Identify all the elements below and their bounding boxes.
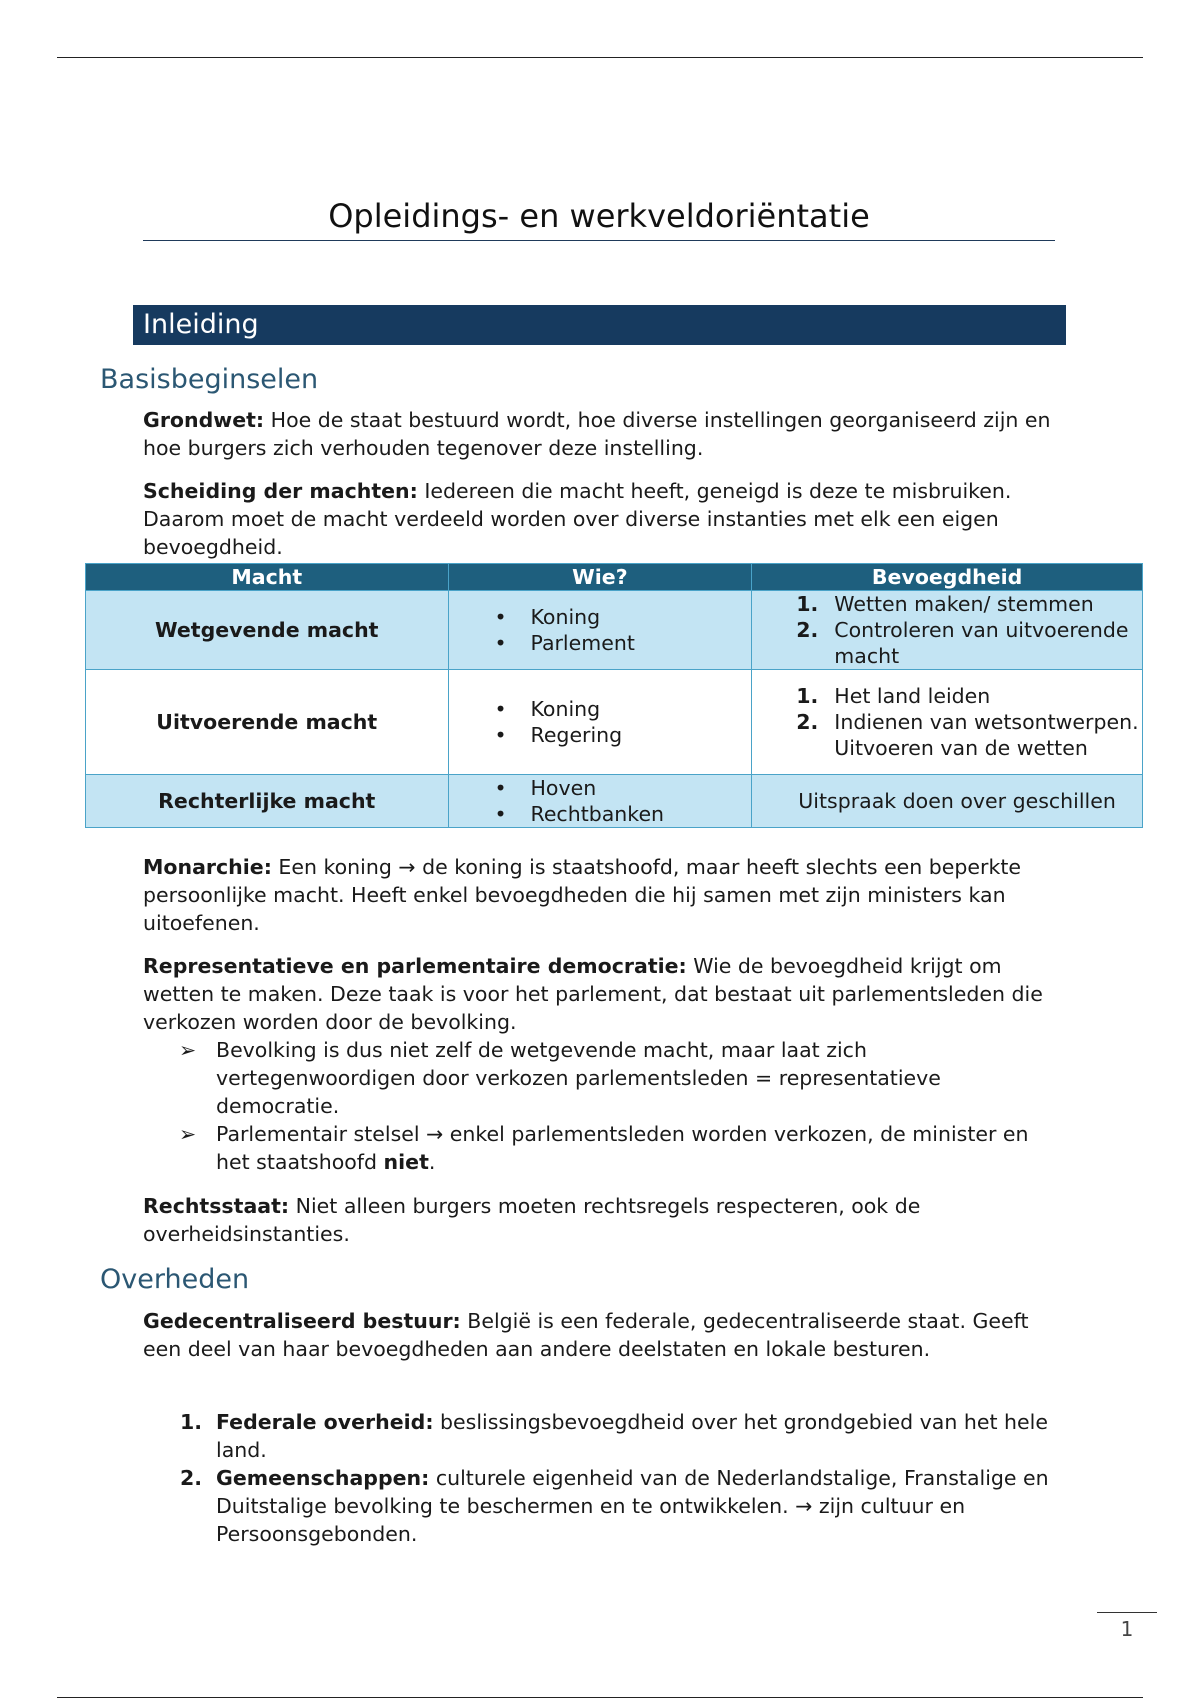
heading-overheden: Overheden (100, 1264, 250, 1295)
col-header-wie: Wie? (448, 564, 752, 591)
list-term: Gemeenschappen: (216, 1466, 430, 1490)
list-number: 1. (180, 1410, 203, 1434)
term-democratie: Representatieve en parlementaire democratie: (143, 954, 687, 978)
cell-wie (448, 775, 752, 828)
list-text: Indienen van wetsontwerpen. Uitvoeren van de wetten (834, 710, 1139, 760)
list-item: • Rechtbanken (531, 801, 752, 827)
list-item: • Hoven (531, 775, 752, 801)
term-gedecentraliseerd: Gedecentraliseerd bestuur: (143, 1309, 461, 1333)
list-item (143, 1464, 1063, 1548)
list-item: • Koning (531, 604, 752, 630)
paragraph-monarchie (143, 853, 1063, 937)
text-grondwet: Hoe de staat bestuurd wordt, hoe diverse instellingen georganiseerd zijn en hoe burgers zich verhouden tegenover deze instelling. (143, 408, 1051, 460)
list-item (796, 617, 1142, 669)
paragraph-democratie (143, 952, 1063, 1036)
section-heading-inleiding: Inleiding (133, 305, 1066, 345)
list-item (143, 1408, 1063, 1464)
list-text: Het land leiden (834, 684, 991, 708)
list-number: 2. (796, 710, 819, 734)
table-row (86, 591, 1143, 670)
term-grondwet: Grondwet: (143, 408, 265, 432)
page-top-rule (57, 57, 1143, 58)
cell-bevoegdheid: Uitspraak doen over geschillen (752, 775, 1143, 828)
list-text: beslissingsbevoegdheid over het grondgebied van het hele land. (216, 1410, 1048, 1462)
col-header-macht: Macht (86, 564, 449, 591)
list-item: • Regering (531, 722, 752, 748)
list-item (143, 1036, 1063, 1120)
list-number: 2. (796, 618, 819, 642)
title-underline (143, 240, 1055, 241)
col-header-bevoegdheid: Bevoegdheid (752, 564, 1143, 591)
list-item (796, 591, 1142, 617)
list-number: 2. (180, 1466, 203, 1490)
page-number: 1 (1097, 1612, 1157, 1641)
table-row (86, 670, 1143, 775)
term-rechtsstaat: Rechtsstaat: (143, 1194, 290, 1218)
cell-bevoegdheid (752, 591, 1143, 670)
term-monarchie: Monarchie: (143, 855, 272, 879)
text-gedecentraliseerd: België is een federale, gedecentraliseerde staat. Geeft een deel van haar bevoegdheden aan andere deelstaten en lokale besturen. (143, 1309, 1029, 1361)
list-item (796, 709, 1142, 761)
list-text-end: . (428, 1150, 436, 1174)
arrow-bullet-icon: ➢ (179, 1038, 197, 1062)
text-rechtsstaat: Niet alleen burgers moeten rechtsregels respecteren, ook de overheidsinstanties. (143, 1194, 921, 1246)
document-title: Opleidings- en werkveldoriëntatie (328, 197, 870, 235)
list-item: • Koning (531, 696, 752, 722)
page-bottom-rule (57, 1697, 1143, 1698)
paragraph-scheiding (143, 477, 1063, 561)
term-scheiding: Scheiding der machten: (143, 479, 418, 503)
cell-bevoegdheid (752, 670, 1143, 775)
list-text: Controleren van uitvoerende macht (834, 618, 1129, 668)
heading-basisbeginselen: Basisbeginselen (100, 364, 319, 395)
list-text: culturele eigenheid van de Nederlandstalige, Franstalige en Duitstalige bevolking te beschermen en te ontwikkelen. → zijn cultuur en Persoonsgebonden. (216, 1466, 1049, 1546)
overheden-numbered-list (143, 1408, 1063, 1548)
text-monarchie: Een koning → de koning is staatshoofd, maar heeft slechts een beperkte persoonlijke macht. Heeft enkel bevoegdheden die hij samen met zijn ministers kan uitoefenen. (143, 855, 1021, 935)
paragraph-gedecentraliseerd (143, 1307, 1063, 1363)
powers-table (85, 563, 1143, 828)
list-number: 1. (796, 592, 819, 616)
cell-macht: Rechterlijke macht (86, 775, 449, 828)
cell-wie (448, 670, 752, 775)
list-text: Parlementair stelsel → enkel parlementsleden worden verkozen, de minister en het staatshoofd (216, 1122, 1029, 1174)
list-number: 1. (796, 684, 819, 708)
arrow-bullet-icon: ➢ (179, 1122, 197, 1146)
cell-wie (448, 591, 752, 670)
table-header-row (86, 564, 1143, 591)
cell-macht: Wetgevende macht (86, 591, 449, 670)
text-democratie: Wie de bevoegdheid krijgt om wetten te maken. Deze taak is voor het parlement, dat bestaat uit parlementsleden die verkozen worden door de bevolking. (143, 954, 1043, 1034)
list-item (143, 1120, 1063, 1176)
list-term: Federale overheid: (216, 1410, 434, 1434)
list-text-bold: niet (383, 1150, 429, 1174)
paragraph-grondwet (143, 406, 1063, 462)
democratie-bullet-list (143, 1036, 1063, 1176)
list-text: Wetten maken/ stemmen (834, 592, 1094, 616)
paragraph-rechtsstaat (143, 1192, 1063, 1248)
text-scheiding: Iedereen die macht heeft, geneigd is deze te misbruiken. Daarom moet de macht verdeeld worden over diverse instanties met elk een eigen bevoegdheid. (143, 479, 1012, 559)
list-item (796, 683, 1142, 709)
list-item: • Parlement (531, 630, 752, 656)
cell-macht: Uitvoerende macht (86, 670, 449, 775)
list-text: Bevolking is dus niet zelf de wetgevende macht, maar laat zich vertegenwoordigen door verkozen parlementsleden = representatieve democratie. (216, 1038, 941, 1118)
table-row (86, 775, 1143, 828)
